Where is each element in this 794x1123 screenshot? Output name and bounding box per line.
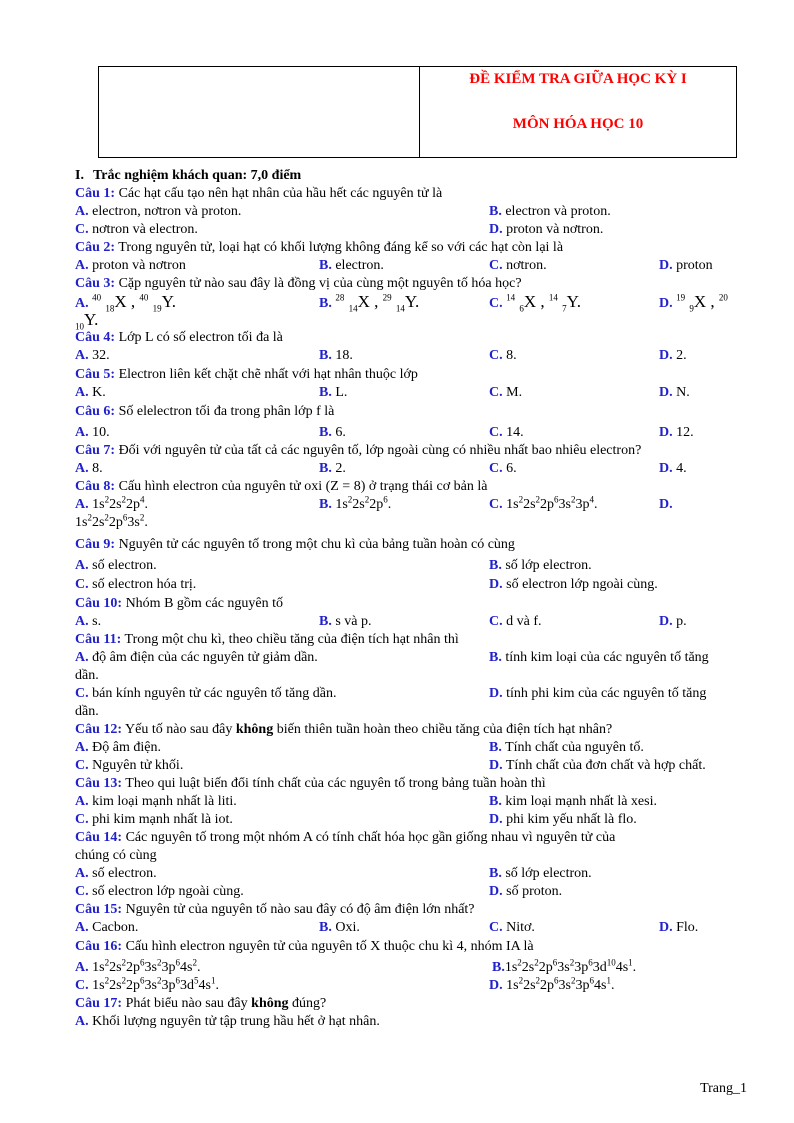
option-text: L. (331, 385, 348, 400)
options-row (75, 793, 745, 811)
option-b[interactable] (489, 649, 709, 666)
question-label: Câu 6: (75, 404, 116, 419)
option-letter: B. (489, 866, 502, 881)
options-row (75, 865, 745, 883)
option-a[interactable] (75, 424, 110, 441)
option-a[interactable] (75, 613, 101, 630)
option-text: M. (502, 385, 523, 400)
options-row (75, 347, 745, 366)
option-b[interactable] (319, 384, 347, 401)
question-text: Cặp nguyên tử nào sau đây là đồng vị của cùng một nguyên tố hóa học? (115, 276, 522, 291)
question-11 (75, 631, 745, 649)
question-17 (75, 995, 745, 1013)
option-letter: A. (75, 740, 89, 755)
option-letter: A. (75, 866, 89, 881)
option-letter: B. (319, 348, 332, 363)
option-b[interactable] (489, 739, 644, 756)
option-letter: A. (75, 425, 89, 440)
option-text: 12. (672, 425, 694, 440)
option-text: 2. (331, 461, 346, 476)
option-letter: C. (489, 385, 503, 400)
option-d[interactable] (659, 460, 687, 477)
option-letter: C. (75, 884, 89, 899)
question-label: Câu 4: (75, 330, 116, 345)
option-d[interactable] (659, 257, 713, 274)
option-letter: D. (659, 348, 673, 363)
question-5 (75, 366, 745, 384)
option-text: Oxi. (331, 920, 360, 935)
option-text: proton (672, 258, 713, 273)
option-a[interactable] (75, 203, 241, 220)
question-emphasis: không (251, 996, 289, 1011)
question-14 (75, 829, 745, 847)
option-letter: C. (489, 614, 503, 629)
options-row (75, 496, 745, 514)
question-4 (75, 329, 745, 347)
option-letter: C. (75, 758, 89, 773)
question-3 (75, 275, 745, 293)
option-text: electron. (331, 258, 384, 273)
option-a[interactable] (75, 557, 157, 574)
option-text: 6. (502, 461, 517, 476)
option-letter: C. (75, 577, 89, 592)
option-text: electron và proton. (501, 204, 611, 219)
options-row (75, 959, 745, 977)
option-d[interactable] (489, 757, 706, 774)
option-letter: A. (75, 1014, 89, 1029)
option-b[interactable] (319, 919, 360, 936)
option-letter: B. (489, 650, 502, 665)
option-letter: B. (319, 614, 332, 629)
option-b[interactable] (489, 557, 592, 574)
question-label: Câu 14: (75, 830, 123, 845)
option-text: Nitơ. (502, 920, 535, 935)
option-c[interactable] (489, 460, 517, 477)
option-b[interactable] (489, 203, 611, 220)
option-b[interactable] (319, 460, 346, 477)
option-letter: D. (659, 461, 673, 476)
option-d[interactable] (489, 221, 603, 238)
question-text: Electron liên kết chặt chẽ nhất với hạt nhân thuộc lớp (115, 367, 418, 382)
option-a[interactable]: A. $1s^22s^22p^4$. (75, 494, 149, 512)
option-c[interactable] (489, 919, 535, 936)
page-number: Trang_1 (700, 1081, 747, 1096)
question-label: Câu 15: (75, 902, 123, 917)
option-c[interactable] (75, 221, 198, 238)
option-text: d và f. (502, 614, 542, 629)
option-d[interactable]: D. $^{19}$ $_9$X , $^{20}$ (659, 292, 728, 314)
question-text: Trong nguyên tử, loại hạt có khối lượng không đáng kể so với các hạt còn lại là (115, 240, 564, 255)
option-a[interactable] (75, 793, 237, 810)
option-c[interactable]: C. $^{14}$ $_6$X , $^{14}$ $_7$Y. (489, 292, 581, 314)
option-text: số electron. (88, 866, 157, 881)
option-b[interactable] (489, 865, 592, 882)
option-b[interactable]: B. $^{28}$ $_{14}$X , $^{29}$ $_{14}$Y. (319, 292, 420, 314)
option-a[interactable]: A. $1s^22s^22p^63s^23p^64s^2$. (75, 957, 201, 975)
option-d[interactable] (659, 613, 687, 630)
option-d[interactable]: D. $1s^22s^22p^63s^23p^64s^1$. (489, 975, 615, 993)
option-letter: B. (489, 740, 502, 755)
option-letter: C. (489, 425, 503, 440)
question-text: Đối với nguyên tử của tất cả các nguyên tố, lớp ngoài cùng có nhiều nhất bao nhiêu electron? (115, 443, 642, 458)
option-letter: B. (489, 204, 502, 219)
option-letter: A. (75, 385, 89, 400)
option-c[interactable]: C. $1s^22s^22p^63s^23p^63d^54s^1$. (75, 975, 219, 993)
options-row (75, 883, 745, 901)
option-a[interactable] (75, 384, 106, 401)
option-letter: C. (75, 812, 89, 827)
options-row (75, 257, 745, 275)
option-letter: D. (659, 385, 673, 400)
options-row (75, 576, 745, 595)
question-text: Phát biểu nào sau đây (122, 996, 252, 1011)
option-d[interactable] (489, 576, 658, 593)
option-c[interactable] (489, 384, 522, 401)
option-letter: D. (489, 686, 503, 701)
option-text: 6. (331, 425, 346, 440)
exam-content (75, 167, 745, 1031)
question-text: biến thiên tuần hoàn theo chiều tăng của điện tích hạt nhân? (273, 722, 613, 737)
question-label: Câu 12: (75, 722, 123, 737)
option-letter: B. (489, 794, 502, 809)
options-row (75, 1013, 745, 1031)
question-1 (75, 185, 745, 203)
option-letter: C. (489, 348, 503, 363)
option-letter: D. (659, 920, 673, 935)
option-letter: A. (75, 920, 89, 935)
option-text: N. (672, 385, 690, 400)
options-row (75, 460, 745, 478)
question-label: Câu 5: (75, 367, 116, 382)
question-label: Câu 13: (75, 776, 123, 791)
question-label: Câu 8: (75, 479, 116, 494)
question-text: Số elelectron tối đa trong phân lớp f là (115, 404, 335, 419)
question-label: Câu 11: (75, 632, 122, 647)
option-a[interactable] (75, 649, 318, 666)
option-text: số electron lớp ngoài cùng. (88, 884, 244, 899)
option-letter: D. (489, 222, 503, 237)
option-text: 4. (672, 461, 687, 476)
option-text: 18. (331, 348, 353, 363)
option-b[interactable] (319, 613, 372, 630)
question-16 (75, 938, 745, 959)
option-text: 32. (88, 348, 110, 363)
question-label: Câu 2: (75, 240, 116, 255)
question-text: Theo qui luật biến đổi tính chất của các nguyên tố trong bảng tuần hoàn thì (122, 776, 546, 791)
question-7 (75, 442, 745, 460)
option-text: số lớp electron. (501, 558, 592, 573)
option-a[interactable]: A. $^{40}$ $_{18}$X , $^{40}$ $_{19}$Y. (75, 292, 176, 314)
option-b[interactable] (489, 793, 657, 810)
option-letter: B. (319, 461, 332, 476)
question-text: Cấu hình electron nguyên tử của nguyên tố X thuộc chu kì 4, nhóm IA là (122, 939, 534, 954)
option-letter: A. (75, 794, 89, 809)
question-12 (75, 721, 745, 739)
option-text: 14. (502, 425, 524, 440)
option-text: Tính chất của nguyên tố. (501, 740, 644, 755)
exam-title: ĐỀ KIỂM TRA GIỮA HỌC KỲ I (469, 71, 687, 87)
option-c[interactable] (75, 757, 183, 774)
option-text: proton và nơtron. (502, 222, 604, 237)
option-d-continued: dần. (75, 704, 99, 719)
option-text: phi kim mạnh nhất là iot. (88, 812, 233, 827)
option-text: nơtron và electron. (88, 222, 198, 237)
options-row (75, 977, 745, 995)
question-15 (75, 901, 745, 919)
options-row (75, 919, 745, 938)
option-d[interactable] (489, 685, 706, 702)
options-row (75, 649, 745, 685)
question-text: Trong một chu kì, theo chiều tăng của điện tích hạt nhân thì (121, 632, 459, 647)
option-letter: D. (489, 812, 503, 827)
option-letter: A. (75, 960, 89, 975)
question-2 (75, 239, 745, 257)
option-d[interactable] (659, 496, 673, 513)
option-text: độ âm điện của các nguyên tử giảm dần. (88, 650, 318, 665)
option-letter: A. (75, 650, 89, 665)
option-text: p. (672, 614, 687, 629)
option-b[interactable]: B. $1s^22s^22p^6$. (319, 494, 392, 512)
option-b-continued: dần. (75, 668, 99, 683)
option-text: Cacbon. (88, 920, 139, 935)
option-text: K. (88, 385, 106, 400)
option-text: 8. (88, 461, 103, 476)
option-letter: B. (319, 497, 332, 512)
question-label: Câu 10: (75, 596, 123, 611)
option-letter: A. (75, 348, 89, 363)
question-emphasis: không (235, 722, 274, 737)
options-row-continued (75, 310, 745, 332)
option-letter: C. (489, 461, 503, 476)
header-box (98, 66, 737, 158)
section-number: I. (75, 168, 84, 183)
option-letter: D. (489, 577, 503, 592)
option-letter: D. (489, 758, 503, 773)
option-letter: A. (75, 204, 89, 219)
option-d[interactable] (489, 811, 637, 828)
option-letter: C. (489, 258, 503, 273)
subject-title: MÔN HÓA HỌC 10 (512, 116, 644, 132)
option-text: 10. (88, 425, 110, 440)
option-text: Nguyên tử khối. (88, 758, 184, 773)
option-c[interactable] (75, 811, 233, 828)
option-text: Khối lượng nguyên tử tập trung hầu hết ở hạt nhân. (88, 1014, 380, 1029)
option-text: kim loại mạnh nhất là xesi. (501, 794, 657, 809)
options-row (75, 739, 745, 757)
option-a[interactable] (75, 460, 103, 477)
option-c[interactable] (489, 257, 547, 274)
option-text: s. (88, 614, 102, 629)
option-a[interactable] (75, 739, 161, 756)
question-label: Câu 16: (75, 939, 123, 954)
option-text: số proton. (502, 884, 563, 899)
option-a[interactable] (75, 865, 157, 882)
option-text: kim loại mạnh nhất là liti. (88, 794, 237, 809)
option-letter: D. (489, 978, 503, 993)
question-text: Nguyên tử các nguyên tố trong một chu kì của bảng tuần hoàn có cùng (115, 537, 515, 552)
option-letter: B. (319, 425, 332, 440)
option-text: số electron lớp ngoài cùng. (502, 577, 658, 592)
option-text: Tính chất của đơn chất và hợp chất. (502, 758, 706, 773)
option-a[interactable] (75, 257, 186, 274)
option-letter: A. (75, 614, 89, 629)
options-row (75, 811, 745, 829)
option-b[interactable] (319, 257, 384, 274)
question-label: Câu 3: (75, 276, 116, 291)
options-row (75, 292, 745, 314)
option-d[interactable] (659, 384, 690, 401)
option-d[interactable] (489, 883, 562, 900)
question-6 (75, 403, 745, 424)
option-text: tính phi kim của các nguyên tố tăng (502, 686, 707, 701)
options-row-continued (75, 514, 745, 536)
question-text: Nguyên tử của nguyên tố nào sau đây có độ âm điện lớn nhất? (122, 902, 475, 917)
question-text: Cấu hình electron của nguyên tử oxi (Z = 8) ở trạng thái cơ bản là (115, 479, 488, 494)
option-c[interactable] (489, 613, 542, 630)
option-letter: B. (319, 296, 332, 311)
question-9 (75, 536, 745, 557)
option-text: Độ âm điện. (88, 740, 161, 755)
option-d-continued: $1s^22s^22p^63s^2$. (75, 512, 148, 530)
question-text: Yếu tố nào sau đây (122, 722, 236, 737)
option-text: s và p. (331, 614, 372, 629)
option-c[interactable] (489, 347, 517, 364)
option-letter: C. (489, 497, 503, 512)
options-row (75, 757, 745, 775)
option-letter: D. (659, 614, 673, 629)
option-letter: C. (75, 222, 89, 237)
question-text: Các nguyên tố trong một nhóm A có tính chất hóa học gần giống nhau vì nguyên tử của (122, 830, 616, 845)
option-c[interactable]: C. $1s^22s^22p^63s^23p^4$. (489, 494, 598, 512)
option-c[interactable] (75, 883, 244, 900)
question-label: Câu 1: (75, 186, 116, 201)
question-14-continued: chúng có cùng (75, 848, 157, 863)
option-letter: C. (489, 920, 503, 935)
option-letter: A. (75, 258, 89, 273)
option-letter: D. (489, 884, 503, 899)
option-d[interactable] (659, 424, 694, 441)
option-text: Flo. (672, 920, 699, 935)
option-text: số lớp electron. (501, 866, 592, 881)
option-letter: D. (659, 258, 673, 273)
option-letter: A. (75, 558, 89, 573)
option-letter: A. (75, 497, 89, 512)
option-text: bán kính nguyên tử các nguyên tố tăng dần. (88, 686, 337, 701)
question-text: Nhóm B gồm các nguyên tố (122, 596, 284, 611)
option-text: electron, nơtron và proton. (88, 204, 242, 219)
option-text: phi kim yếu nhất là flo. (502, 812, 637, 827)
option-text: 8. (502, 348, 517, 363)
question-label: Câu 7: (75, 443, 116, 458)
question-13 (75, 775, 745, 793)
option-a[interactable] (75, 919, 138, 936)
question-text: đúng? (288, 996, 327, 1011)
option-letter: C. (75, 686, 89, 701)
option-letter: B. (489, 558, 502, 573)
option-letter: C. (489, 296, 503, 311)
option-text: số electron hóa trị. (88, 577, 197, 592)
options-row (75, 613, 745, 631)
question-text: Lớp L có số electron tối đa là (115, 330, 283, 345)
section-heading (75, 167, 745, 185)
options-row (75, 221, 745, 239)
option-text: nơtron. (502, 258, 547, 273)
option-letter: D. (659, 497, 673, 512)
option-letter: B. (492, 960, 505, 975)
option-letter: B. (319, 258, 332, 273)
option-b[interactable]: $B.1s^22s^22p^63s^23p^63d^{10}4s^1$. (492, 957, 637, 975)
options-row (75, 203, 745, 221)
options-row (75, 384, 745, 403)
section-title: Trắc nghiệm khách quan: 7,0 điểm (93, 168, 302, 183)
option-d[interactable] (659, 919, 698, 936)
option-c[interactable] (489, 424, 524, 441)
question-label: Câu 9: (75, 537, 116, 552)
options-row (75, 557, 745, 576)
question-text: Các hạt cấu tạo nên hạt nhân của hầu hết các nguyên tử là (115, 186, 443, 201)
option-letter: D. (659, 425, 673, 440)
question-label: Câu 17: (75, 996, 123, 1011)
options-row (75, 685, 745, 721)
option-letter: C. (75, 978, 89, 993)
option-d-continued: $_{10}$Y. (75, 310, 99, 332)
option-c[interactable] (75, 576, 196, 593)
question-10 (75, 595, 745, 613)
option-d[interactable] (659, 347, 687, 364)
option-a[interactable] (75, 347, 110, 364)
option-letter: A. (75, 296, 89, 311)
option-text: tính kim loại của các nguyên tố tăng (501, 650, 709, 665)
option-text: số electron. (88, 558, 157, 573)
option-letter: D. (659, 296, 673, 311)
option-letter: B. (319, 920, 332, 935)
option-b[interactable] (319, 347, 353, 364)
option-text: 2. (672, 348, 687, 363)
option-b[interactable] (319, 424, 346, 441)
option-text: proton và nơtron (88, 258, 186, 273)
option-a[interactable] (75, 1013, 380, 1030)
option-c[interactable] (75, 685, 336, 702)
options-row (75, 424, 745, 442)
option-letter: A. (75, 461, 89, 476)
question-8 (75, 478, 745, 496)
option-letter: B. (319, 385, 332, 400)
